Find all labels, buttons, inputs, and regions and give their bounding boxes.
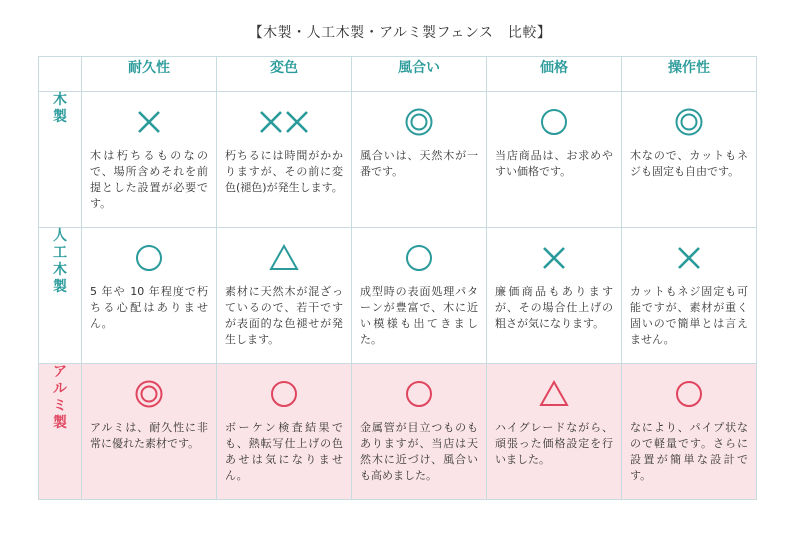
double-circle-mark-icon [404,107,434,137]
table-cell [487,364,622,500]
rating-mark [487,364,621,418]
table-cell [622,228,757,364]
row-aluminum [39,364,757,500]
cell-text: ボーケン検査結果でも、熱転写仕上げの色あせは気になりません。 [225,421,343,482]
row-label: 人工木製 [53,228,67,295]
rating-mark [82,364,216,418]
corner-cell [39,57,82,92]
circle-mark-icon [269,379,299,409]
cell-text: 5 年や 10 年程度で朽ちる心配はありません。 [90,285,208,330]
column-header-texture: 風合い [352,57,487,92]
column-header-discoloration: 変色 [217,57,352,92]
rating-mark [487,92,621,146]
table-cell [352,364,487,500]
cell-text: 当店商品は、お求めやすい価格です。 [495,149,613,178]
table-cell [487,228,622,364]
rating-mark [82,92,216,146]
cell-text: 朽ちるには時間がかかりますが、その前に変色(褪色)が発生します。 [225,149,343,194]
rating-mark [217,364,351,418]
cell-text: 成型時の表面処理パターンが豊富で、木に近い模様も出てきました。 [360,285,478,346]
comparison-table [38,56,757,500]
cross-mark-icon [674,243,704,273]
page-title: 【木製・人工木製・アルミ製フェンス 比較】 [248,25,552,41]
cell-text: 金属管が目立つものもありますが、当店は天然木に近づけ、風合いも高めました。 [360,421,478,482]
table-cell [622,364,757,500]
rating-mark [622,92,756,146]
cross-mark-icon [134,107,164,137]
cell-text: 木なので、カットもネジも固定も自由です。 [630,149,748,178]
table-cell [217,92,352,228]
circle-mark-icon [404,243,434,273]
double-circle-mark-icon [134,379,164,409]
rating-mark [622,228,756,282]
table-cell [352,228,487,364]
cell-text: なにより、パイプ状なので軽量です。さらに設置が簡単な設計です。 [630,421,748,482]
rating-mark [352,364,486,418]
row-header-aluminum [39,364,82,500]
rating-mark [622,364,756,418]
cell-text: 風合いは、天然木が一番です。 [360,149,478,178]
row-header-wood [39,92,82,228]
header-row [39,57,757,92]
circle-mark-icon [674,379,704,409]
table-cell [82,92,217,228]
cell-text: アルミは、耐久性に非常に優れた素材です。 [90,421,208,450]
cell-text: カットもネジ固定も可能ですが、素材が重く固いので簡単とは言えません。 [630,285,748,346]
row-header-artificial-wood [39,228,82,364]
cell-text: 廉価商品もありますが、その場合仕上げの粗さが気になります。 [495,285,613,330]
column-header-workability: 操作性 [622,57,757,92]
column-header-durability: 耐久性 [82,57,217,92]
double-circle-mark-icon [674,107,704,137]
table-cell [622,92,757,228]
rating-mark [487,228,621,282]
triangle-mark-icon [269,243,299,273]
row-artificial-wood [39,228,757,364]
rating-mark [217,92,351,146]
row-label: 木製 [53,92,67,125]
table-cell [217,228,352,364]
table-cell [487,92,622,228]
column-header-price: 価格 [487,57,622,92]
rating-mark [352,228,486,282]
cell-text: 素材に天然木が混ざっているので、若干ですが表面的な色褪せが発生します。 [225,285,343,346]
circle-mark-icon [539,107,569,137]
cross-mark-icon [539,243,569,273]
double-cross-mark-icon [256,107,312,137]
row-wood [39,92,757,228]
table-cell [82,228,217,364]
triangle-mark-icon [539,379,569,409]
cell-text: ハイグレードながら、頑張った価格設定を行いました。 [495,421,613,466]
rating-mark [352,92,486,146]
table-cell [82,364,217,500]
row-label: アルミ製 [53,364,67,431]
rating-mark [82,228,216,282]
rating-mark [217,228,351,282]
table-cell [352,92,487,228]
cell-text: 木は朽ちるものなので、場所含めそれを前提とした設置が必要です。 [90,149,208,210]
table-cell [217,364,352,500]
circle-mark-icon [404,379,434,409]
circle-mark-icon [134,243,164,273]
